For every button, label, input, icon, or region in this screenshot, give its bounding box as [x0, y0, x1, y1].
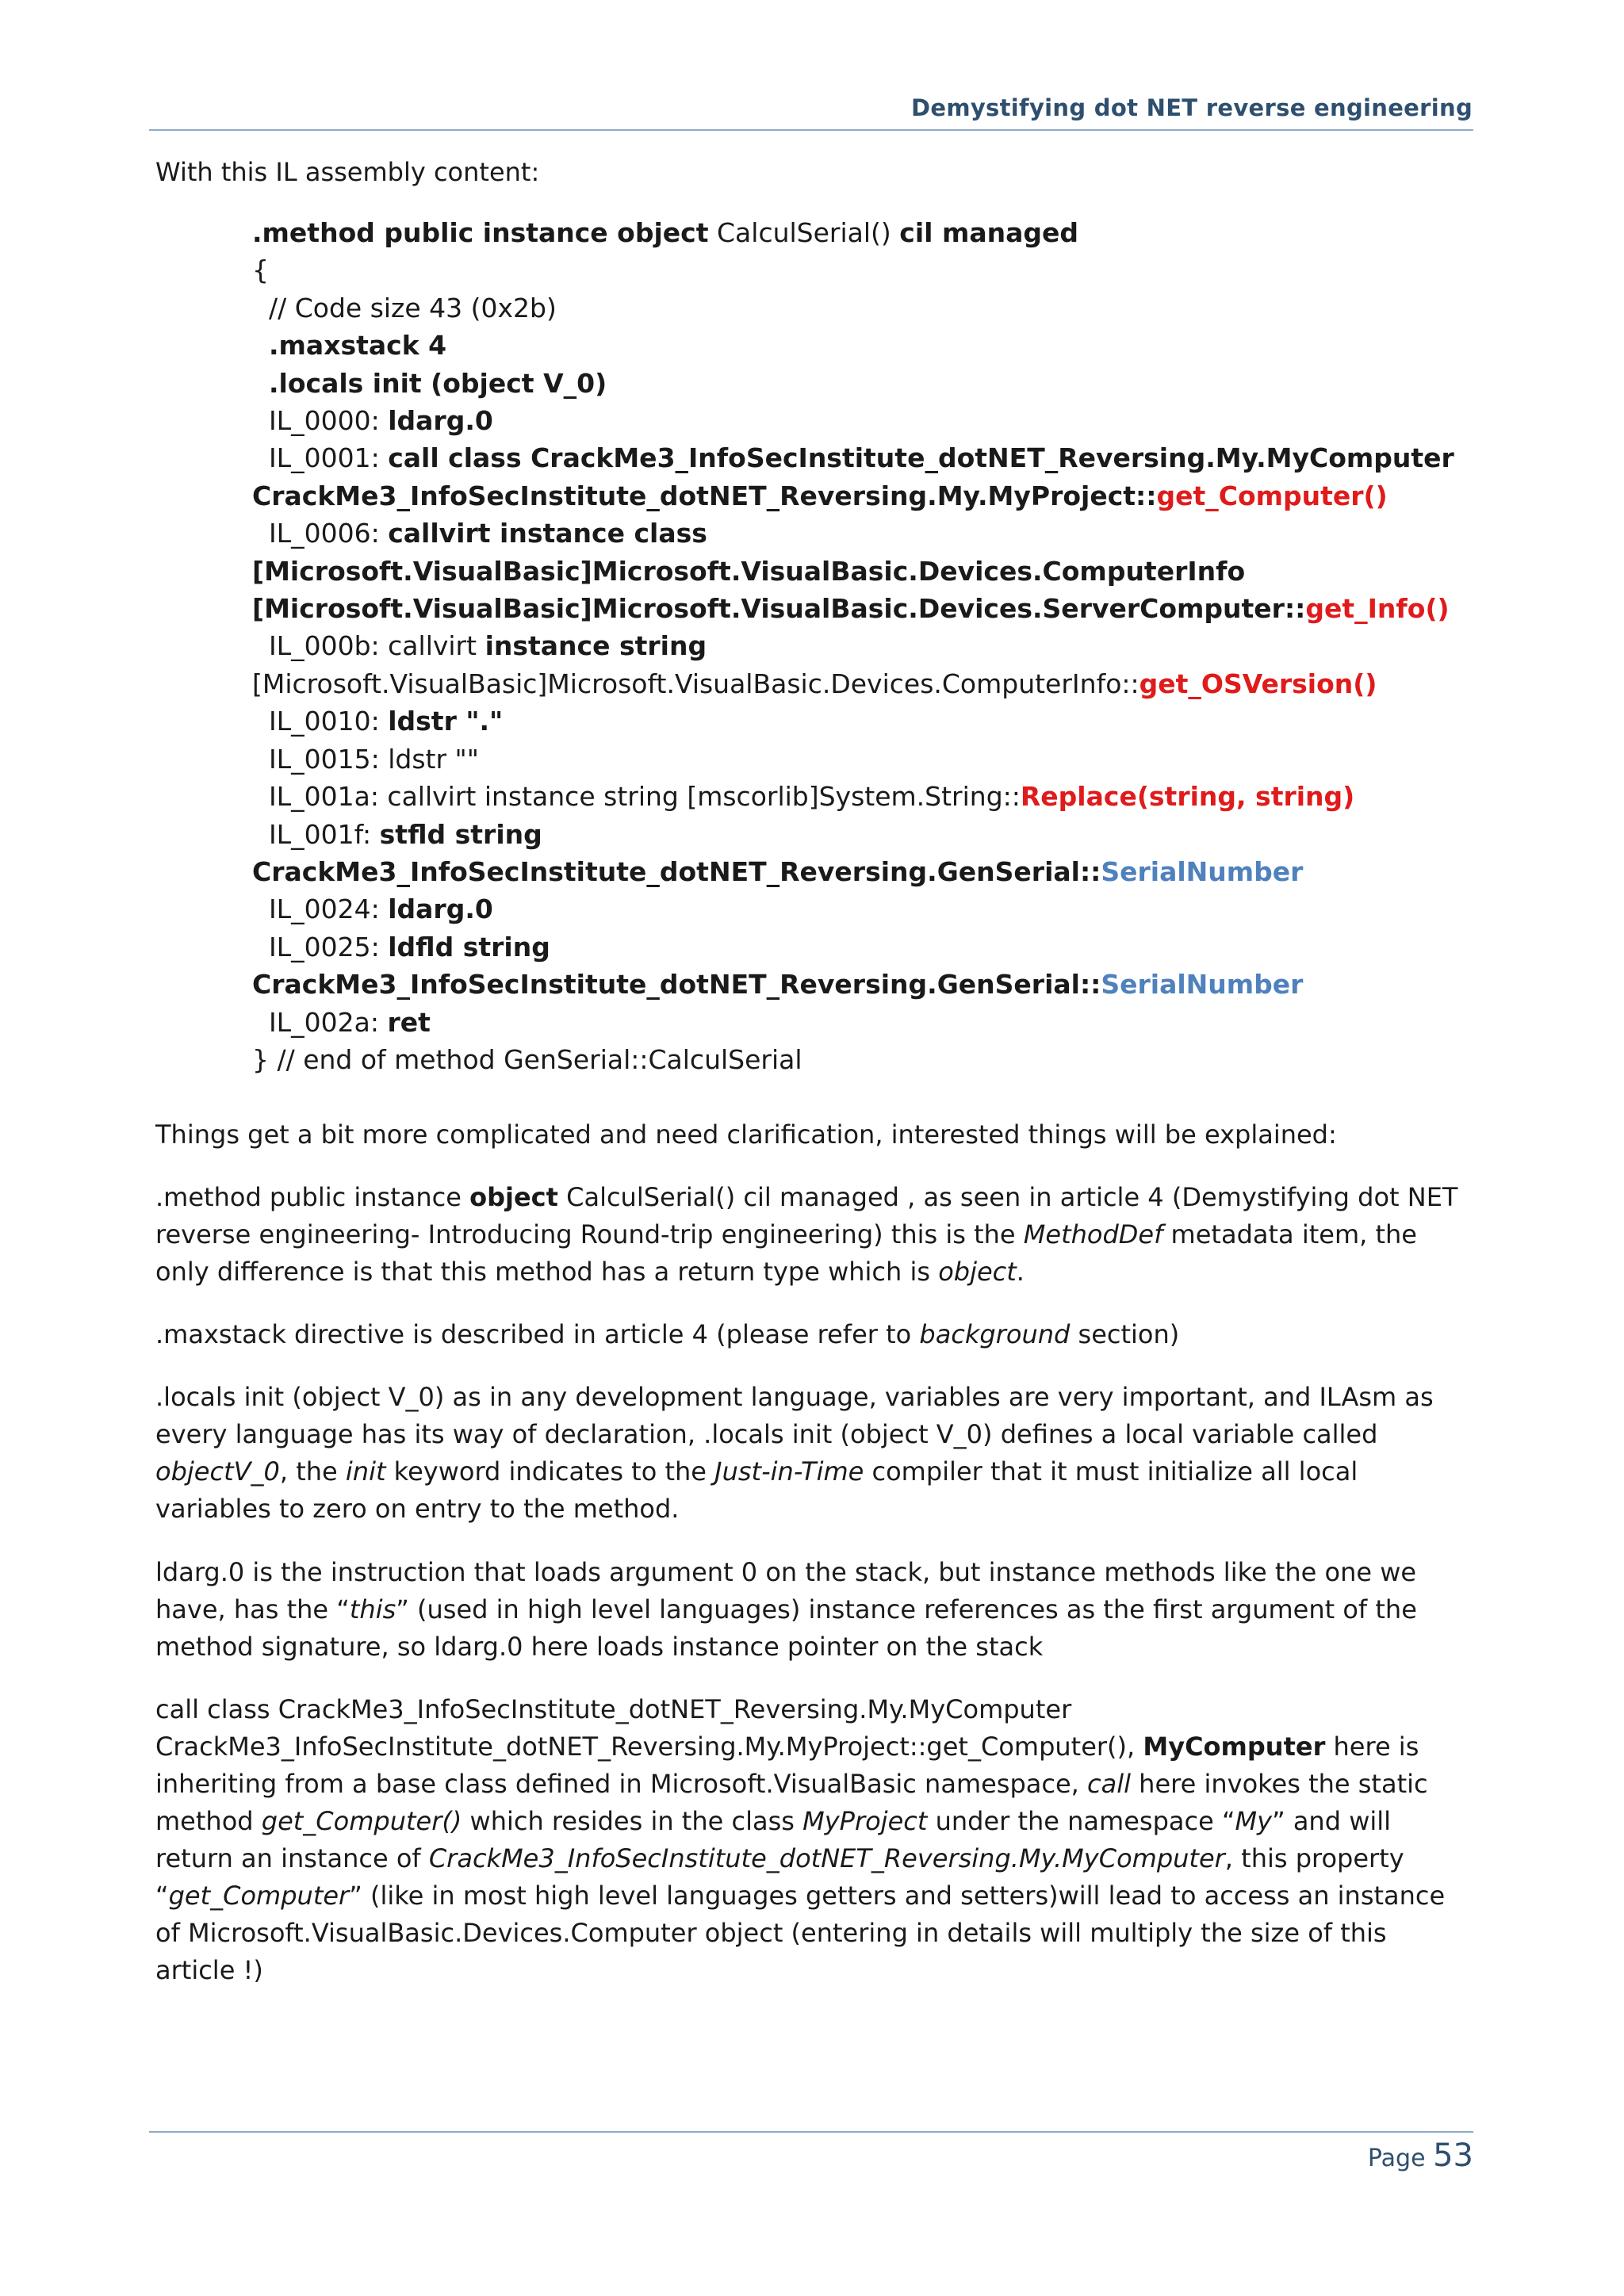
- code-line: // Code size 43 (0x2b): [269, 292, 557, 323]
- code-line: IL_0010: ldstr ".": [269, 706, 504, 737]
- code-line: CrackMe3_InfoSecInstitute_dotNET_Reversing.My.MyProject::get_Computer(): [252, 480, 1388, 511]
- code-line: IL_001f: stfld string: [269, 818, 542, 850]
- code-line: {: [252, 254, 269, 286]
- paragraph-6: call class CrackMe3_InfoSecInstitute_dotNET_Reversing.My.MyComputer CrackMe3_InfoSecInstitute_dotNET_Reversing.My.MyProject::get_Computer(), MyComputer here is inheriting from a base class defined in Microsoft.VisualBasic namespace, call here invokes the static method get_Computer() which resides in the class MyProject under the namespace “My” and will return an instance of CrackMe3_InfoSecInstitute_dotNET_Reversing.My.MyComputer, this property “get_Computer” (like in most high level languages getters and setters)will lead to access an instance of Microsoft.VisualBasic.Devices.Computer object (entering in details will multiply the size of this article !): [155, 1694, 1446, 1985]
- running-header: Demystifying dot NET reverse engineering: [911, 94, 1473, 121]
- code-line: IL_002a: ret: [269, 1006, 431, 1038]
- code-line: .method public instance object CalculSerial() cil managed: [252, 217, 1078, 248]
- code-line: IL_0001: call class CrackMe3_InfoSecInstitute_dotNET_Reversing.My.MyComputer: [269, 442, 1454, 474]
- page-number: 53: [1433, 2137, 1473, 2174]
- code-line: IL_0024: ldarg.0: [269, 894, 493, 925]
- code-line: IL_0015: ldstr "": [269, 743, 479, 775]
- paragraph-2: .method public instance object CalculSerial() cil managed , as seen in article 4 (Demystifying dot NET reverse engineering- Introducing Round-trip engineering) this is the MethodDef metadata item, the only difference is that this method has a return type which is object.: [155, 1182, 1458, 1287]
- code-line: IL_0006: callvirt instance class: [269, 518, 707, 549]
- code-line: [Microsoft.VisualBasic]Microsoft.VisualBasic.Devices.ComputerInfo::get_OSVersion(): [252, 668, 1377, 699]
- page-label: Page: [1367, 2145, 1434, 2172]
- code-line: CrackMe3_InfoSecInstitute_dotNET_Reversing.GenSerial::SerialNumber: [252, 855, 1304, 887]
- code-line: [Microsoft.VisualBasic]Microsoft.VisualBasic.Devices.ServerComputer::get_Info(): [252, 593, 1450, 625]
- il-code-block: [252, 214, 1473, 1078]
- intro-text: With this IL assembly content:: [155, 157, 540, 187]
- paragraph-1: Things get a bit more complicated and need clarification, interested things will be explained:: [155, 1119, 1337, 1150]
- code-line: IL_0025: ldfld string: [269, 931, 550, 962]
- footer-rule: [149, 2131, 1473, 2133]
- code-line: .maxstack 4: [269, 330, 447, 362]
- code-line: .locals init (object V_0): [269, 367, 607, 399]
- code-line: CrackMe3_InfoSecInstitute_dotNET_Reversing.GenSerial::SerialNumber: [252, 969, 1304, 1001]
- code-line: IL_000b: callvirt instance string: [269, 630, 707, 662]
- code-line: IL_0000: ldarg.0: [269, 405, 493, 437]
- code-line: } // end of method GenSerial::CalculSerial: [252, 1043, 802, 1075]
- header-rule: [149, 129, 1473, 131]
- paragraph-3: .maxstack directive is described in article 4 (please refer to background section): [155, 1319, 1180, 1349]
- paragraph-5: ldarg.0 is the instruction that loads argument 0 on the stack, but instance methods like the one we have, has the “this” (used in high level languages) instance references as the first argument of the method signature, so ldarg.0 here loads instance pointer on the stack: [155, 1557, 1417, 1662]
- page-footer: [1368, 2137, 1473, 2174]
- code-line: [Microsoft.VisualBasic]Microsoft.VisualBasic.Devices.ComputerInfo: [252, 555, 1246, 587]
- code-line: IL_001a: callvirt instance string [mscorlib]System.String::Replace(string, string): [269, 781, 1355, 813]
- paragraph-4: .locals init (object V_0) as in any development language, variables are very important, and ILAsm as every language has its way of declaration, .locals init (object V_0) defines a local variable called objectV_0, the init keyword indicates to the Just-in-Time compiler that it must initialize all local variables to zero on entry to the method.: [155, 1382, 1434, 1524]
